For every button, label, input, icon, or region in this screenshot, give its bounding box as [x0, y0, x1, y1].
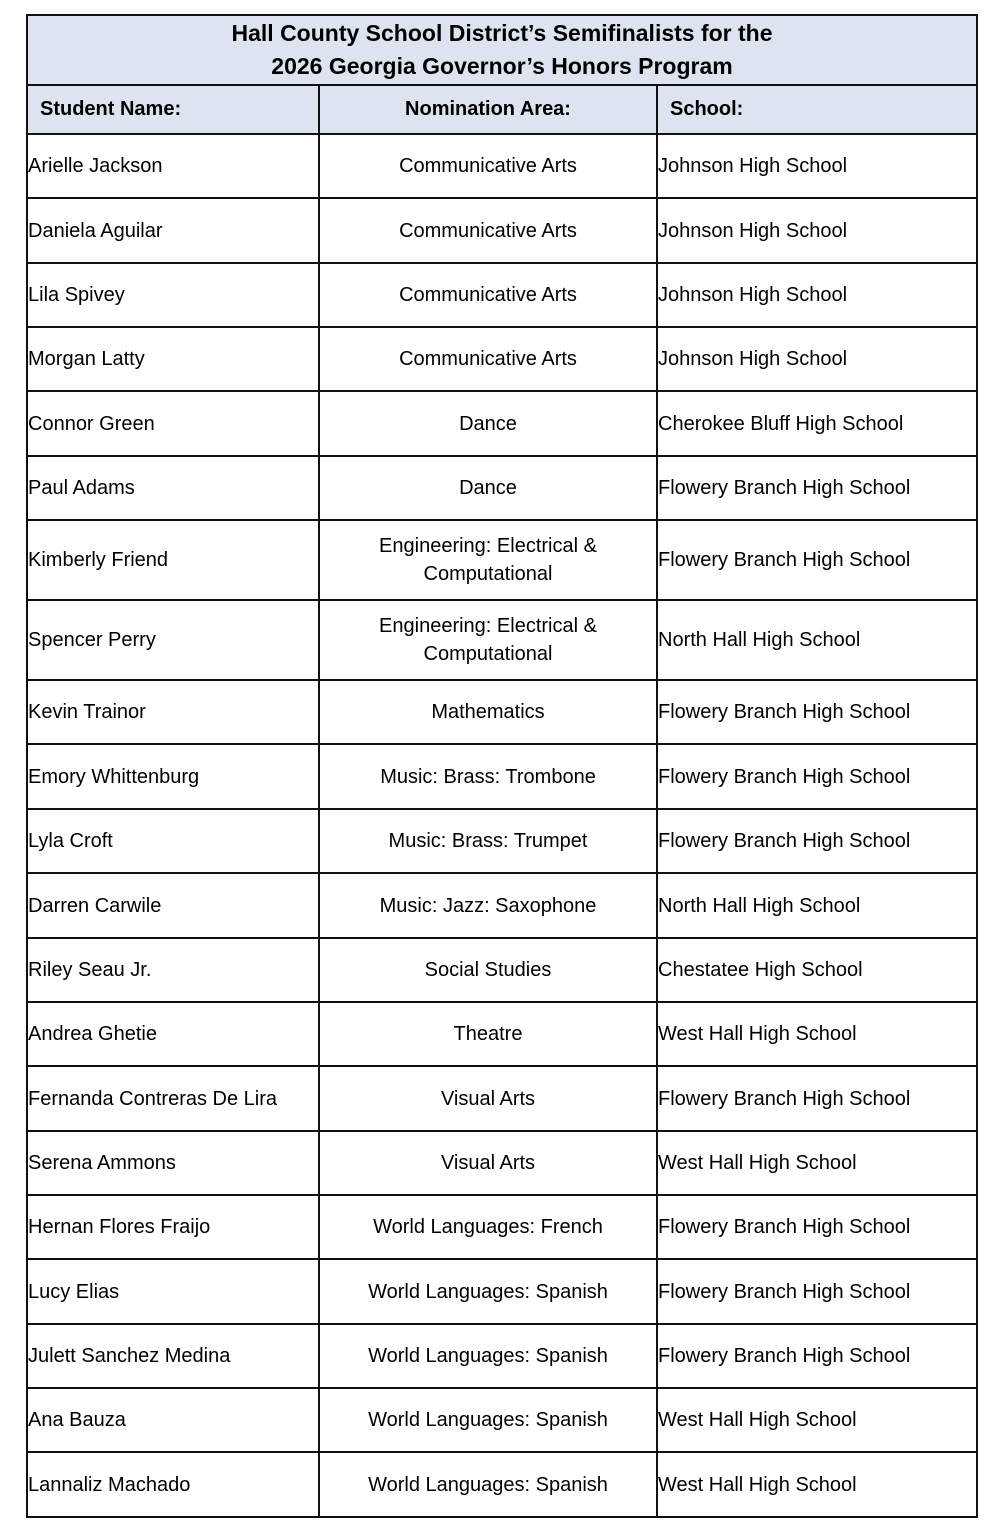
- nomination-area-text: World Languages: Spanish: [368, 1409, 608, 1431]
- nomination-area-cell: [319, 1131, 657, 1195]
- student-name-cell: Hernan Flores Fraijo: [27, 1195, 319, 1259]
- nomination-area-cell: [319, 1259, 657, 1324]
- nomination-area-cell: [319, 1388, 657, 1452]
- nomination-area-cell: [319, 1324, 657, 1388]
- school-cell: West Hall High School: [657, 1002, 977, 1066]
- school-cell: Flowery Branch High School: [657, 1066, 977, 1131]
- nomination-area-cell: [319, 680, 657, 744]
- column-header-school: School:: [657, 85, 977, 134]
- nomination-area-cell: [319, 198, 657, 263]
- nomination-area-cell: [319, 391, 657, 456]
- nomination-area-text: Dance: [459, 477, 517, 499]
- nomination-area-text: Communicative Arts: [399, 284, 577, 306]
- table-row: [27, 809, 977, 873]
- nomination-area-text: Music: Brass: Trumpet: [388, 830, 588, 852]
- table-row: [27, 1452, 977, 1517]
- nomination-area-text: Communicative Arts: [399, 348, 577, 370]
- table-row: [27, 198, 977, 263]
- school-cell: Johnson High School: [657, 134, 977, 198]
- table-row: [27, 134, 977, 198]
- student-name-cell: Daniela Aguilar: [27, 198, 319, 263]
- header-row: [27, 85, 977, 134]
- nomination-area-text: Music: Brass: Trombone: [380, 765, 596, 788]
- school-cell: Flowery Branch High School: [657, 456, 977, 520]
- student-name-cell: Connor Green: [27, 391, 319, 456]
- nomination-area-cell: [319, 327, 657, 391]
- table-row: [27, 680, 977, 744]
- nomination-area-text: Music: Jazz: Saxophone: [379, 894, 597, 917]
- school-cell: Flowery Branch High School: [657, 744, 977, 809]
- nomination-area-cell: [319, 744, 657, 809]
- school-cell: Flowery Branch High School: [657, 809, 977, 873]
- student-name-cell: Arielle Jackson: [27, 134, 319, 198]
- student-name-cell: Julett Sanchez Medina: [27, 1324, 319, 1388]
- student-name-cell: Kevin Trainor: [27, 680, 319, 744]
- school-cell: Johnson High School: [657, 198, 977, 263]
- column-header-nomination-area: Nomination Area:: [319, 85, 657, 134]
- nomination-area-cell: [319, 520, 657, 600]
- table-row: [27, 391, 977, 456]
- student-name-cell: Lyla Croft: [27, 809, 319, 873]
- nomination-area-text: Communicative Arts: [399, 155, 577, 177]
- nomination-area-cell: [319, 1452, 657, 1517]
- table-row: [27, 744, 977, 809]
- table-row: [27, 1066, 977, 1131]
- nomination-area-text: Visual Arts: [440, 1152, 536, 1174]
- school-cell: Flowery Branch High School: [657, 1195, 977, 1259]
- table-row: [27, 327, 977, 391]
- school-cell: North Hall High School: [657, 600, 977, 680]
- nomination-area-cell: [319, 600, 657, 680]
- nomination-area-text: World Languages: French: [373, 1216, 603, 1238]
- school-cell: Cherokee Bluff High School: [657, 391, 977, 456]
- semifinalists-table: [26, 14, 978, 1518]
- nomination-area-cell: [319, 873, 657, 938]
- table-row: [27, 456, 977, 520]
- table-row: [27, 938, 977, 1002]
- student-name-cell: Darren Carwile: [27, 873, 319, 938]
- school-cell: West Hall High School: [657, 1388, 977, 1452]
- table-row: [27, 600, 977, 680]
- nomination-area-cell: [319, 938, 657, 1002]
- nomination-area-text: Dance: [459, 412, 517, 435]
- student-name-cell: Serena Ammons: [27, 1131, 319, 1195]
- nomination-area-cell: [319, 809, 657, 873]
- table-title: [27, 15, 977, 85]
- student-name-cell: Emory Whittenburg: [27, 744, 319, 809]
- nomination-area-cell: [319, 1066, 657, 1131]
- student-name-cell: Fernanda Contreras De Lira: [27, 1066, 319, 1131]
- student-name-cell: Andrea Ghetie: [27, 1002, 319, 1066]
- nomination-area-cell: [319, 456, 657, 520]
- school-cell: Johnson High School: [657, 327, 977, 391]
- table-body: [27, 134, 977, 1517]
- table-row: [27, 1002, 977, 1066]
- nomination-area-text: Theatre: [453, 1023, 523, 1045]
- nomination-area-text: Engineering: Electrical & Computational: [379, 615, 597, 665]
- school-cell: West Hall High School: [657, 1131, 977, 1195]
- table-row: [27, 263, 977, 327]
- school-cell: West Hall High School: [657, 1452, 977, 1517]
- column-header-student-name: Student Name:: [27, 85, 319, 134]
- student-name-cell: Ana Bauza: [27, 1388, 319, 1452]
- student-name-cell: Spencer Perry: [27, 600, 319, 680]
- school-cell: Johnson High School: [657, 263, 977, 327]
- school-cell: Flowery Branch High School: [657, 520, 977, 600]
- title-line-2: 2026 Georgia Governor’s Honors Program: [271, 53, 733, 79]
- nomination-area-text: Social Studies: [424, 959, 552, 981]
- student-name-cell: Kimberly Friend: [27, 520, 319, 600]
- nomination-area-text: Engineering: Electrical & Computational: [379, 535, 597, 585]
- school-cell: Flowery Branch High School: [657, 680, 977, 744]
- table-row: [27, 873, 977, 938]
- table-row: [27, 1388, 977, 1452]
- nomination-area-text: World Languages: Spanish: [368, 1345, 608, 1367]
- student-name-cell: Lannaliz Machado: [27, 1452, 319, 1517]
- nomination-area-text: World Languages: Spanish: [368, 1280, 608, 1303]
- nomination-area-text: Communicative Arts: [399, 219, 577, 242]
- school-cell: Flowery Branch High School: [657, 1324, 977, 1388]
- student-name-cell: Morgan Latty: [27, 327, 319, 391]
- title-line-1: Hall County School District’s Semifinalists for the: [231, 20, 773, 46]
- nomination-area-cell: [319, 263, 657, 327]
- student-name-cell: Lila Spivey: [27, 263, 319, 327]
- school-cell: North Hall High School: [657, 873, 977, 938]
- table-row: [27, 1195, 977, 1259]
- nomination-area-text: Mathematics: [431, 701, 545, 723]
- nomination-area-cell: [319, 1002, 657, 1066]
- nomination-area-text: World Languages: Spanish: [368, 1473, 608, 1496]
- school-cell: Chestatee High School: [657, 938, 977, 1002]
- nomination-area-cell: [319, 1195, 657, 1259]
- table-row: [27, 520, 977, 600]
- school-cell: Flowery Branch High School: [657, 1259, 977, 1324]
- table-row: [27, 1259, 977, 1324]
- table-row: [27, 1324, 977, 1388]
- student-name-cell: Paul Adams: [27, 456, 319, 520]
- student-name-cell: Lucy Elias: [27, 1259, 319, 1324]
- table-row: [27, 1131, 977, 1195]
- nomination-area-text: Visual Arts: [440, 1087, 536, 1110]
- nomination-area-cell: [319, 134, 657, 198]
- student-name-cell: Riley Seau Jr.: [27, 938, 319, 1002]
